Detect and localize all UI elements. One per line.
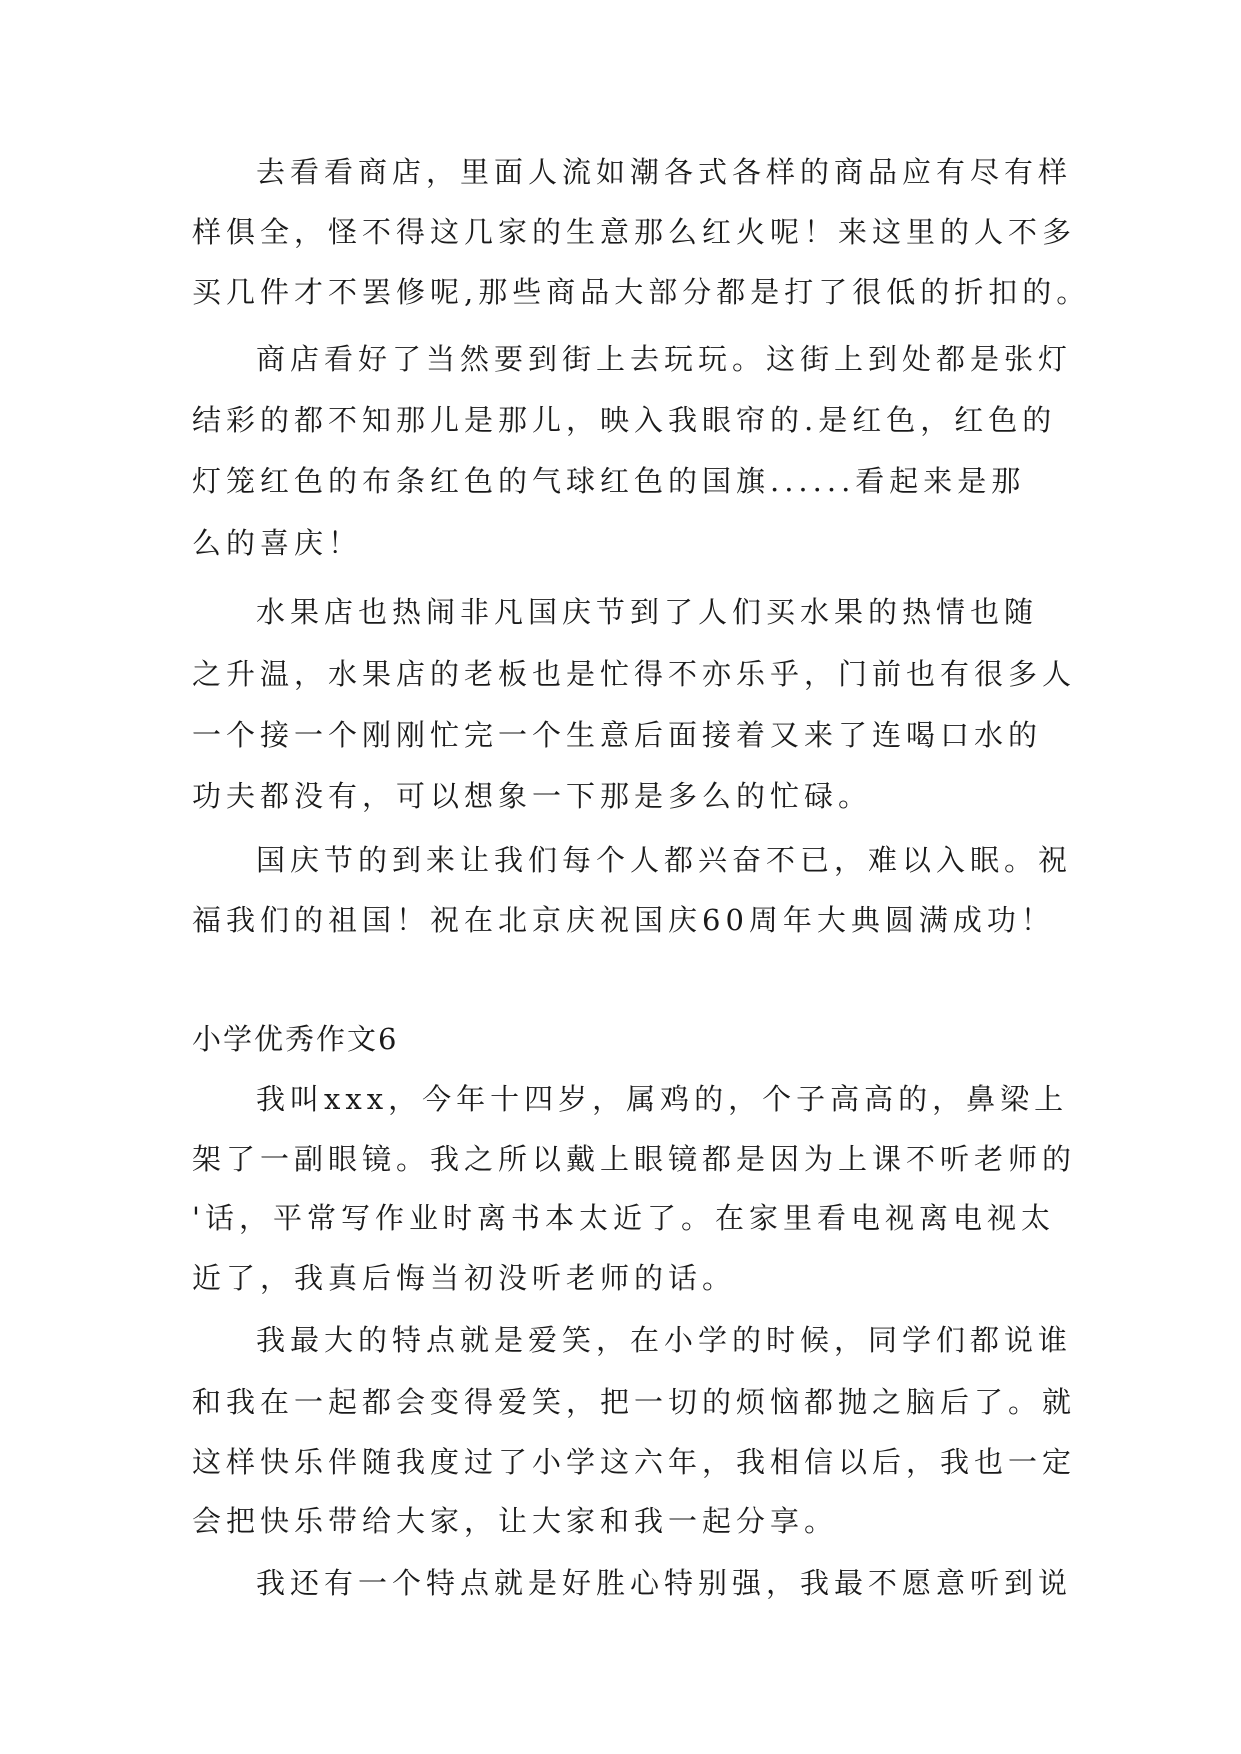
text-line: 和我在一起都会变得爱笑，把一切的烦恼都抛之脑后了。就 [192,1385,1077,1419]
text-line: 买几件才不罢修呢,那些商品大部分都是打了很低的折扣的。 [192,275,1091,309]
text-line: 么的喜庆！ [192,526,363,560]
text-line: 功夫都没有，可以想象一下那是多么的忙碌。 [192,779,873,813]
text-line: 结彩的都不知那儿是那儿，映入我眼帘的.是红色，红色的 [192,403,1057,437]
text-line: 样俱全，怪不得这几家的生意那么红火呢！来这里的人不多 [192,215,1077,249]
text-line: 架了一副眼镜。我之所以戴上眼镜都是因为上课不听老师的 [192,1142,1077,1176]
text-line: 一个接一个刚刚忙完一个生意后面接着又来了连喝口水的 [192,718,1043,752]
text-line: 福我们的祖国！祝在北京庆祝国庆60周年大典圆满成功！ [192,903,1055,937]
text-line: 之升温，水果店的老板也是忙得不亦乐乎，门前也有很多人 [192,657,1077,691]
text-line: 这样快乐伴随我度过了小学这六年，我相信以后，我也一定 [192,1445,1077,1479]
text-line: 国庆节的到来让我们每个人都兴奋不已，难以入眠。祝 [256,843,1073,877]
section-title: 小学优秀作文6 [192,1022,399,1056]
text-line: '话，平常写作业时离书本太近了。在家里看电视离电视太 [192,1201,1055,1235]
text-line: 近了，我真后悔当初没听老师的话。 [192,1261,737,1295]
text-line: 我叫xxx，今年十四岁，属鸡的，个子高高的，鼻梁上 [256,1082,1069,1116]
text-line: 我还有一个特点就是好胜心特别强，我最不愿意听到说 [256,1566,1073,1600]
text-line: 水果店也热闹非凡国庆节到了人们买水果的热情也随 [256,595,1039,629]
text-line: 会把快乐带给大家，让大家和我一起分享。 [192,1504,839,1538]
text-line: 我最大的特点就是爱笑，在小学的时候，同学们都说谁 [256,1323,1073,1357]
text-line: 商店看好了当然要到街上去玩玩。这街上到处都是张灯 [256,342,1073,376]
text-line: 灯笼红色的布条红色的气球红色的国旗......看起来是那 [192,464,1026,498]
text-line: 去看看商店，里面人流如潮各式各样的商品应有尽有样 [256,155,1073,189]
